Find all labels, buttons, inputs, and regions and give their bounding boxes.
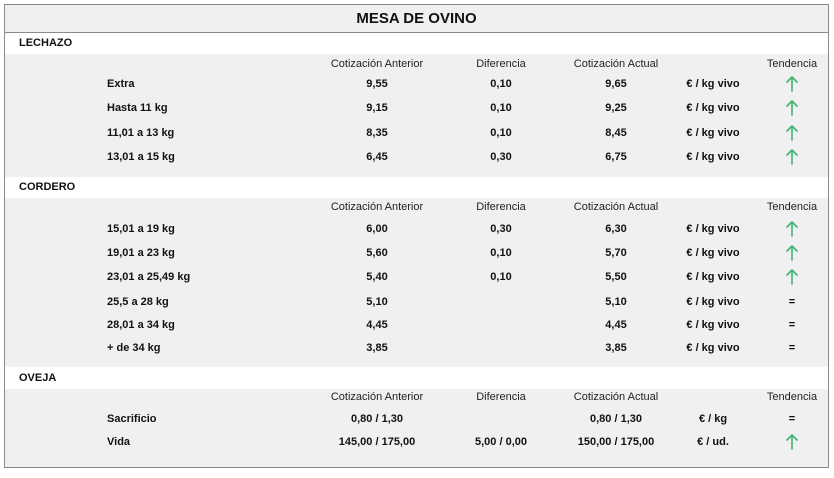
cotizacion-anterior-value: 0,80 / 1,30 — [351, 413, 403, 425]
unit-label: € / kg vivo — [686, 151, 740, 163]
section-band — [5, 33, 828, 54]
cotizacion-actual-value: 5,50 — [605, 271, 627, 283]
cotizacion-anterior-value: 6,00 — [366, 223, 388, 235]
up-arrow-icon — [762, 434, 822, 450]
row-label: 19,01 a 23 kg — [107, 247, 175, 259]
column-header-tendencia: Tendencia — [766, 201, 818, 213]
diferencia-value: 5,00 / 0,00 — [475, 436, 527, 448]
row-label: 11,01 a 13 kg — [107, 127, 175, 139]
column-header-actual: Cotización Actual — [573, 201, 659, 213]
row-label: 15,01 a 19 kg — [107, 223, 175, 235]
cotizacion-anterior-value: 8,35 — [366, 127, 388, 139]
section-title: LECHAZO — [19, 37, 73, 49]
row-label: 13,01 a 15 kg — [107, 151, 175, 163]
section-band — [5, 367, 828, 389]
section-title: OVEJA — [19, 372, 57, 384]
cotizacion-anterior-value: 6,45 — [366, 151, 388, 163]
column-header-diferencia: Diferencia — [476, 201, 526, 213]
unit-label: € / kg vivo — [686, 319, 740, 331]
unit-label: € / kg vivo — [686, 296, 740, 308]
cotizacion-actual-value: 8,45 — [605, 127, 627, 139]
price-table — [4, 4, 829, 468]
unit-label: € / ud. — [697, 436, 729, 448]
unit-label: € / kg vivo — [686, 223, 740, 235]
trend-equal: = — [788, 319, 796, 331]
column-header-anterior: Cotización Anterior — [330, 391, 424, 403]
cotizacion-actual-value: 6,75 — [605, 151, 627, 163]
up-arrow-icon — [762, 125, 822, 141]
row-label: Hasta 11 kg — [107, 102, 168, 114]
column-header-actual: Cotización Actual — [573, 391, 659, 403]
cotizacion-actual-value: 5,70 — [605, 247, 627, 259]
row-label: Vida — [107, 436, 131, 448]
unit-label: € / kg vivo — [686, 247, 740, 259]
unit-label: € / kg vivo — [686, 102, 740, 114]
column-header-actual: Cotización Actual — [573, 58, 659, 70]
column-header-tendencia: Tendencia — [766, 391, 818, 403]
row-label: 28,01 a 34 kg — [107, 319, 175, 331]
section-title: CORDERO — [19, 181, 76, 193]
row-label: 25,5 a 28 kg — [107, 296, 169, 308]
cotizacion-actual-value: 9,25 — [605, 102, 627, 114]
up-arrow-icon — [762, 100, 822, 116]
cotizacion-anterior-value: 145,00 / 175,00 — [338, 436, 416, 448]
row-label: + de 34 kg — [107, 342, 161, 354]
cotizacion-anterior-value: 5,10 — [366, 296, 388, 308]
cotizacion-actual-value: 5,10 — [605, 296, 627, 308]
column-header-diferencia: Diferencia — [476, 391, 526, 403]
row-label: Sacrificio — [107, 413, 157, 425]
cotizacion-actual-value: 150,00 / 175,00 — [577, 436, 655, 448]
cotizacion-actual-value: 9,65 — [605, 78, 627, 90]
diferencia-value: 0,10 — [490, 78, 512, 90]
cotizacion-anterior-value: 3,85 — [366, 342, 388, 354]
diferencia-value: 0,10 — [490, 271, 512, 283]
cotizacion-actual-value: 0,80 / 1,30 — [590, 413, 642, 425]
cotizacion-anterior-value: 4,45 — [366, 319, 388, 331]
unit-label: € / kg vivo — [686, 342, 740, 354]
trend-equal: = — [788, 342, 796, 354]
page-title: MESA DE OVINO — [5, 5, 828, 33]
diferencia-value: 0,10 — [490, 127, 512, 139]
row-label: 23,01 a 25,49 kg — [107, 271, 191, 283]
cotizacion-anterior-value: 5,60 — [366, 247, 388, 259]
up-arrow-icon — [762, 269, 822, 285]
cotizacion-actual-value: 3,85 — [605, 342, 627, 354]
cotizacion-actual-value: 4,45 — [605, 319, 627, 331]
diferencia-value: 0,30 — [490, 223, 512, 235]
trend-equal: = — [788, 296, 796, 308]
column-header-anterior: Cotización Anterior — [330, 201, 424, 213]
diferencia-value: 0,30 — [490, 151, 512, 163]
diferencia-value: 0,10 — [490, 247, 512, 259]
unit-label: € / kg vivo — [686, 127, 740, 139]
cotizacion-actual-value: 6,30 — [605, 223, 627, 235]
unit-label: € / kg vivo — [686, 78, 740, 90]
up-arrow-icon — [762, 245, 822, 261]
diferencia-value: 0,10 — [490, 102, 512, 114]
unit-label: € / kg vivo — [686, 271, 740, 283]
section-band — [5, 177, 828, 198]
up-arrow-icon — [762, 221, 822, 237]
unit-label: € / kg — [698, 413, 728, 425]
cotizacion-anterior-value: 5,40 — [366, 271, 388, 283]
column-header-tendencia: Tendencia — [766, 58, 818, 70]
up-arrow-icon — [762, 76, 822, 92]
cotizacion-anterior-value: 9,15 — [366, 102, 388, 114]
up-arrow-icon — [762, 149, 822, 165]
trend-equal: = — [788, 413, 796, 425]
cotizacion-anterior-value: 9,55 — [366, 78, 388, 90]
column-header-diferencia: Diferencia — [476, 58, 526, 70]
row-label: Extra — [107, 78, 135, 90]
column-header-anterior: Cotización Anterior — [330, 58, 424, 70]
